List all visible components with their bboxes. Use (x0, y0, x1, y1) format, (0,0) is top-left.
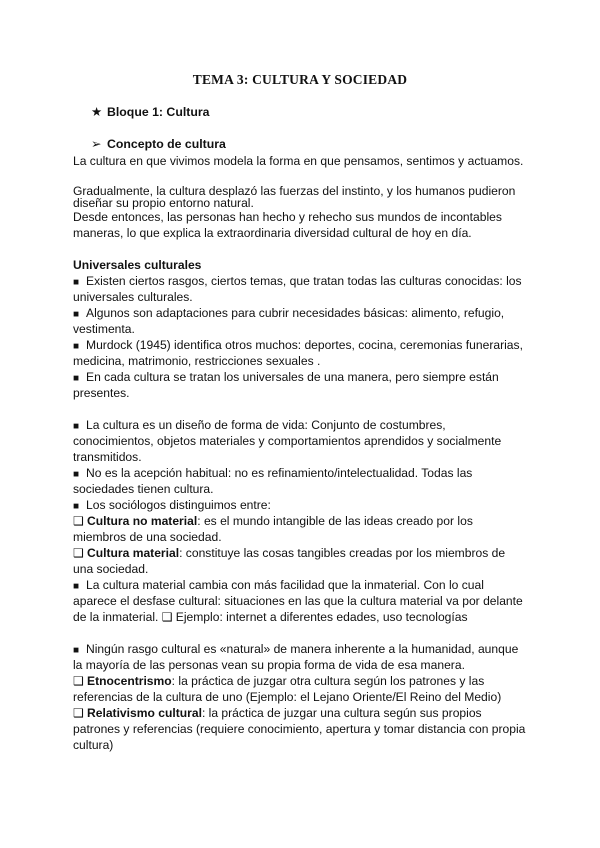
list-item-continuation: de la inmaterial. ❑ Ejemplo: internet a diferentes edades, uso tecnologías (73, 610, 468, 624)
checkbox-bullet-icon: ❑ (161, 610, 173, 624)
list-item-continuation: vestimenta. (73, 322, 135, 336)
list-item: ■ Algunos son adaptaciones para cubrir necesidades básicas: alimento, refugio, (73, 306, 543, 323)
square-bullet-icon: ■ (73, 277, 80, 288)
paragraph-line: Gradualmente, la cultura desplazó las fuerzas del instinto, y los humanos pudieron (73, 184, 516, 198)
list-item-continuation: presentes. (73, 386, 130, 400)
arrow-bullet-icon: ➢ (91, 137, 102, 151)
square-bullet-icon: ■ (73, 501, 80, 512)
definition-continuation: una sociedad. (73, 562, 149, 576)
list-item: ■ En cada cultura se tratan los universales de una manera, pero siempre están (73, 370, 543, 387)
definition-item: ❑ Cultura no material: es el mundo intangible de las ideas creado por los (73, 514, 473, 528)
list-item: ■ No es la acepción habitual: no es refinamiento/intelectualidad. Todas las (73, 466, 543, 483)
definition-continuation: patrones y referencias (requiere conocimiento, apertura y tomar distancia con propia (73, 722, 526, 736)
paragraph-line: Desde entonces, las personas han hecho y rehecho sus mundos de incontables (73, 210, 502, 224)
square-bullet-icon: ■ (73, 645, 80, 656)
list-item: ■ Ningún rasgo cultural es «natural» de manera inherente a la humanidad, aunque (73, 642, 543, 659)
definition-continuation: referencias de la cultura de uno (Ejemplo: el Lejano Oriente/El Reino del Medio) (73, 690, 502, 704)
checkbox-bullet-icon: ❑ (73, 706, 84, 720)
list-item-continuation: transmitidos. (73, 450, 142, 464)
list-item: ■ La cultura material cambia con más facilidad que la inmaterial. Con lo cual (73, 578, 543, 595)
definition-item: ❑ Cultura material: constituye las cosas tangibles creadas por los miembros de (73, 546, 506, 560)
term-cultura-material: Cultura material (87, 546, 180, 560)
list-item-continuation: universales culturales. (73, 290, 193, 304)
square-bullet-icon: ■ (73, 421, 80, 432)
document-title: TEMA 3: CULTURA Y SOCIEDAD (192, 72, 408, 87)
definition-continuation: cultura) (73, 738, 114, 752)
list-item-continuation: medicina, matrimonio, restricciones sexuales . (73, 354, 321, 368)
term-relativismo-cultural: Relativismo cultural (87, 706, 202, 720)
list-item: ■ Los sociólogos distinguimos entre: (73, 498, 543, 515)
list-item-continuation: sociedades tienen cultura. (73, 482, 214, 496)
square-bullet-icon: ■ (73, 309, 80, 320)
subsection-heading-concepto (91, 137, 226, 151)
square-bullet-icon: ■ (73, 581, 80, 592)
term-cultura-no-material: Cultura no material (87, 514, 198, 528)
paragraph-line: diseñar su propio entorno natural. (73, 196, 254, 210)
list-item: ■ Existen ciertos rasgos, ciertos temas, que tratan todas las culturas conocidas: los (73, 274, 543, 291)
concepto-label: Concepto de cultura (107, 137, 226, 151)
square-bullet-icon: ■ (73, 469, 80, 480)
list-item-continuation: conocimientos, objetos materiales y comportamientos aprendidos y socialmente (73, 434, 502, 448)
term-etnocentrismo: Etnocentrismo (87, 674, 172, 688)
paragraph-line: maneras, lo que explica la extraordinaria diversidad cultural de hoy en día. (73, 226, 472, 240)
paragraph-line: La cultura en que vivimos modela la forma en que pensamos, sentimos y actuamos. (73, 154, 524, 168)
list-item-continuation: aparece el desfase cultural: situaciones en las que la cultura material va por delante (73, 594, 523, 608)
definition-item: ❑ Relativismo cultural: la práctica de juzgar una cultura según sus propios (73, 706, 482, 720)
definition-item: ❑ Etnocentrismo: la práctica de juzgar otra cultura según los patrones y las (73, 674, 485, 688)
list-item-continuation: la mayoría de las personas vean su propia forma de vida de esa manera. (73, 658, 465, 672)
section-heading-bloque (91, 105, 209, 119)
universales-heading: Universales culturales (73, 258, 202, 272)
checkbox-bullet-icon: ❑ (73, 514, 84, 528)
list-item: ■ La cultura es un diseño de forma de vida: Conjunto de costumbres, (73, 418, 543, 435)
definition-continuation: miembros de una sociedad. (73, 530, 222, 544)
square-bullet-icon: ■ (73, 341, 80, 352)
checkbox-bullet-icon: ❑ (73, 674, 84, 688)
list-item: ■ Murdock (1945) identifica otros muchos: deportes, cocina, ceremonias funerarias, (73, 338, 543, 355)
star-icon: ★ (91, 105, 103, 119)
bloque-label: Bloque 1: Cultura (107, 105, 210, 119)
checkbox-bullet-icon: ❑ (73, 546, 84, 560)
square-bullet-icon: ■ (73, 373, 80, 384)
